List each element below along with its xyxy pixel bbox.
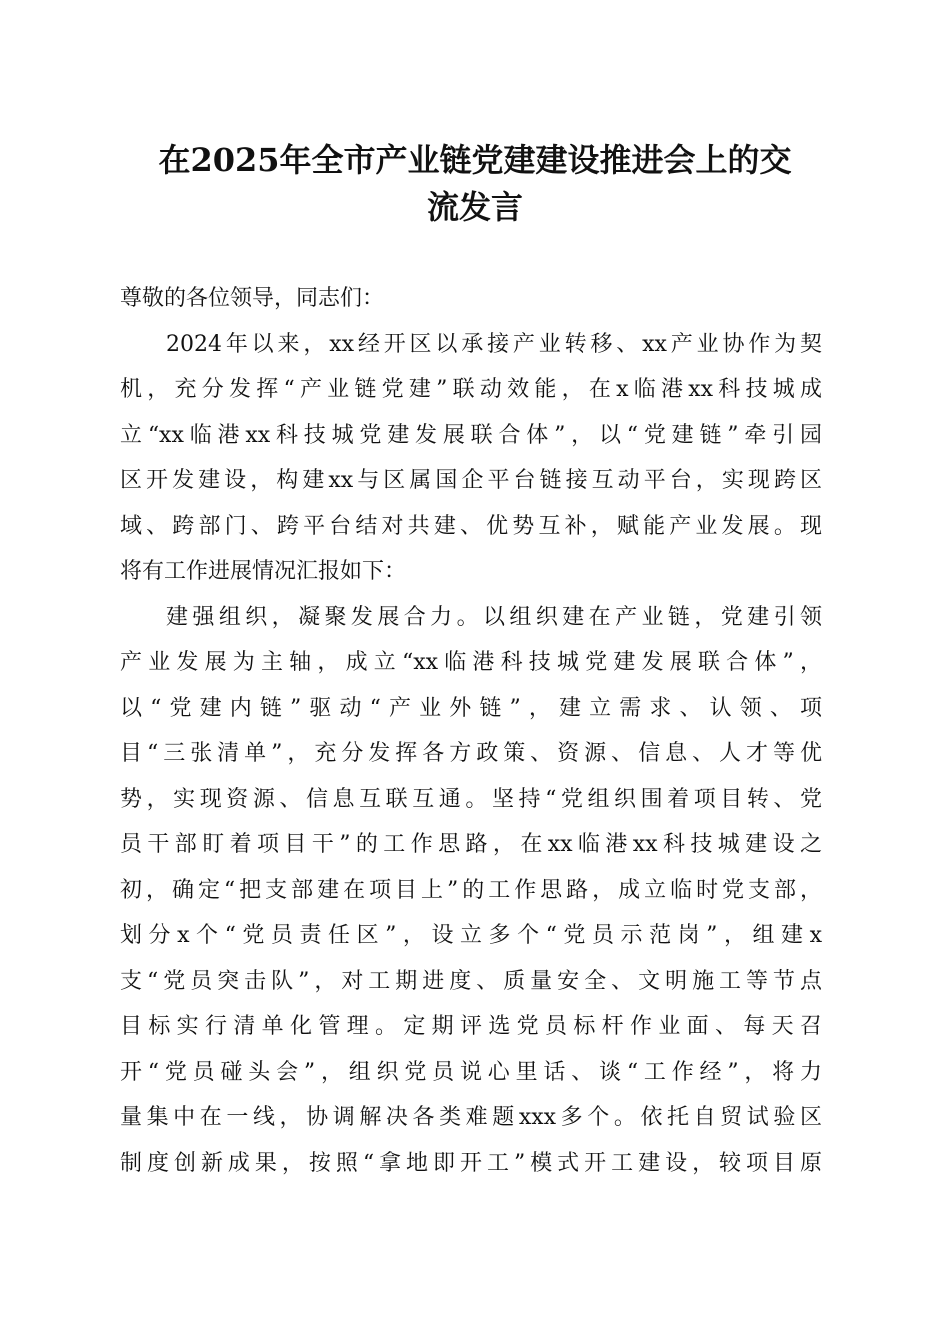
paragraph-line: 目标实行清单化管理。定期评选党员标杆作业面、每天召 xyxy=(120,1014,822,1039)
document-title-line-1: 在2025年全市产业链党建建设推进会上的交 xyxy=(158,141,792,179)
paragraph-line: 员干部盯着项目干”的工作思路，在xx临港xx科技城建设之 xyxy=(120,832,822,857)
paragraph-line: 将有工作进展情况汇报如下： xyxy=(120,559,407,584)
document-body xyxy=(120,276,822,1186)
paragraph-line: 区开发建设，构建xx与区属国企平台链接互动平台，实现跨区 xyxy=(120,468,822,493)
paragraph-line: 产业发展为主轴，成立“xx临港科技城党建发展联合体”， xyxy=(120,650,822,675)
paragraph-line: 制度创新成果，按照“拿地即开工”模式开工建设，较项目原 xyxy=(120,1150,822,1176)
paragraph-line: 域、跨部门、跨平台结对共建、优势互补，赋能产业发展。现 xyxy=(120,513,822,539)
paragraph-line: 量集中在一线，协调解决各类难题xxx多个。依托自贸试验区 xyxy=(120,1105,822,1130)
paragraph-line: 支“党员突击队”，对工期进度、质量安全、文明施工等节点 xyxy=(120,968,822,994)
paragraph-line: 建强组织，凝聚发展合力。以组织建在产业链，党建引领 xyxy=(166,604,822,630)
paragraph-line: 划分x个“党员责任区”，设立多个“党员示范岗”，组建x xyxy=(120,923,822,948)
paragraph-line: 以“党建内链”驱动“产业外链”，建立需求、认领、项 xyxy=(120,695,822,721)
salutation: 尊敬的各位领导，同志们： xyxy=(120,286,385,311)
paragraph-line: 立“xx临港xx科技城党建发展联合体”，以“党建链”牵引园 xyxy=(120,422,822,448)
paragraph-line: 机，充分发挥“产业链党建”联动效能，在x临港xx科技城成 xyxy=(120,377,822,402)
document-title-line-2: 流发言 xyxy=(426,188,523,226)
paragraph-line: 初，确定“把支部建在项目上”的工作思路，成立临时党支部， xyxy=(120,877,822,903)
paragraph-line: 2024年以来，xx经开区以承接产业转移、xx产业协作为契 xyxy=(166,331,822,357)
paragraph-2 xyxy=(120,595,822,1187)
paragraph-line: 势，实现资源、信息互联互通。坚持“党组织围着项目转、党 xyxy=(120,786,822,812)
paragraph-1 xyxy=(120,322,822,595)
paragraph-line: 目“三张清单”，充分发挥各方政策、资源、信息、人才等优 xyxy=(120,741,822,766)
paragraph-line: 开“党员碰头会”，组织党员说心里话、谈“工作经”，将力 xyxy=(120,1059,822,1085)
